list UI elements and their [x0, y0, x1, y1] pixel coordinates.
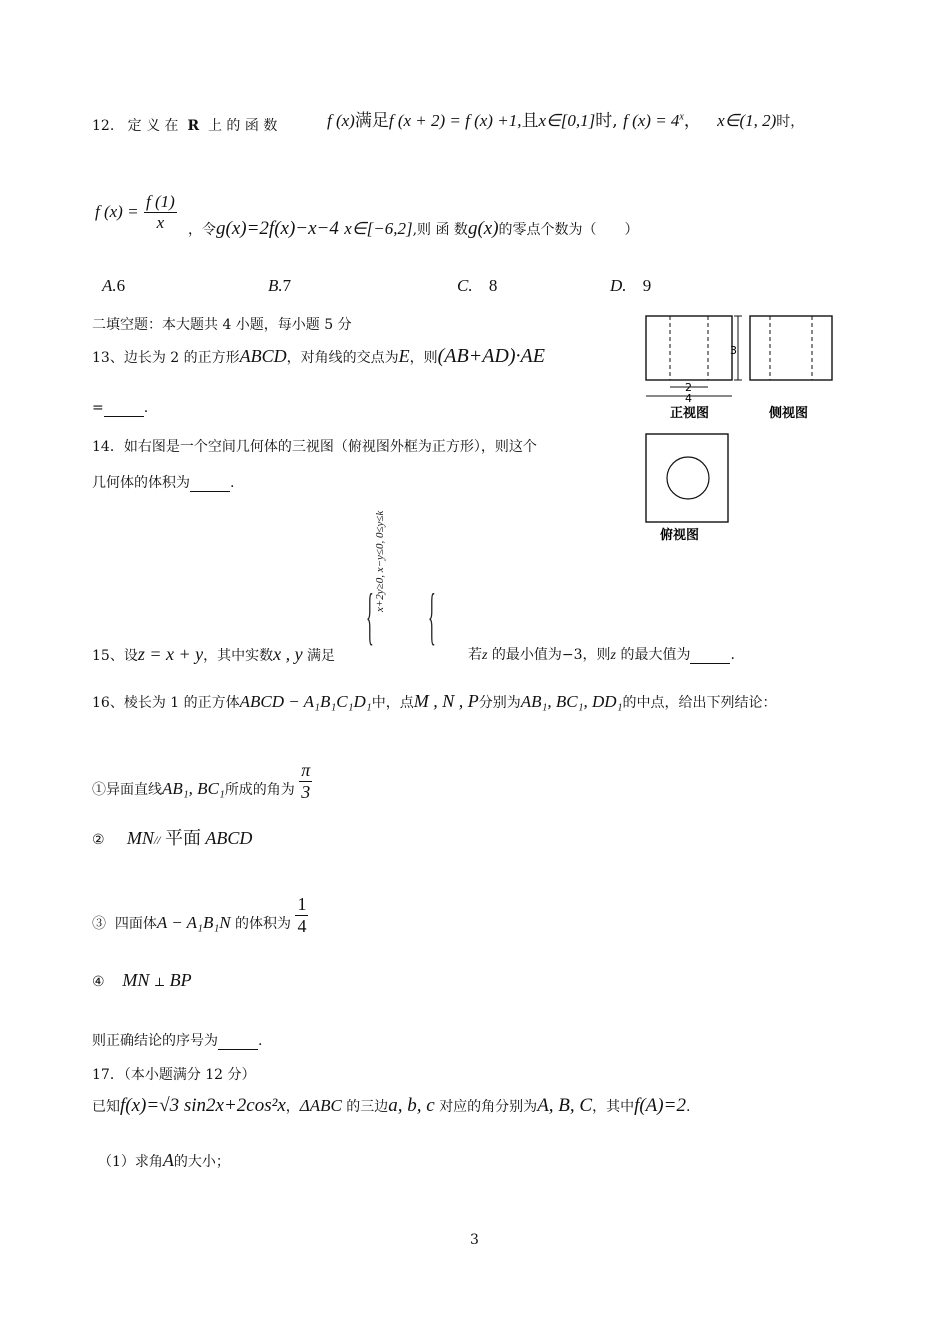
- q12-exp: x: [679, 111, 684, 123]
- c3-text1: 四面体: [114, 916, 157, 932]
- section2-heading: 二填空题：本大题共 4 小题，每小题 5 分: [92, 317, 352, 333]
- side-view-label: 侧视图: [769, 406, 809, 421]
- q13-text1: 13、边长为 2 的正方形: [92, 350, 240, 366]
- q16-text1: 16、棱长为 1 的正方体: [92, 695, 240, 711]
- q12-xin: x∈[0,1]: [538, 111, 596, 130]
- c1-den: 3: [301, 782, 311, 802]
- q16-segs: AB₁, BC₁, DD₁: [520, 692, 623, 711]
- option-label: A.: [102, 276, 117, 295]
- q16-mnp: M , N , P: [413, 691, 479, 711]
- q12-shi: 时,: [595, 111, 618, 131]
- q12-frac-den: x: [156, 213, 165, 232]
- q15-line: [92, 644, 335, 665]
- c2-circ: ②: [92, 832, 105, 848]
- q15-constraint-system: { x+2y≥0, x−y≤0, 0≤y≤k {: [366, 510, 436, 651]
- q16-text2: 中，点: [371, 695, 414, 711]
- q17-end: .: [685, 1099, 691, 1115]
- q12-option-b: [268, 276, 291, 296]
- q13-answer-blank[interactable]: [104, 400, 144, 417]
- q13-text2: ，对角线的交点为: [286, 350, 399, 366]
- q13-abcd: ABCD: [239, 346, 287, 366]
- q16-cube: ABCD − A₁B₁C₁D₁: [239, 692, 372, 711]
- q17-abc: a, b, c: [388, 1095, 435, 1116]
- q13-E: E: [398, 346, 410, 366]
- c3-den: 4: [297, 916, 307, 936]
- q15-line-b: 若z 的最小值为−3，则z 的最大值为 .: [468, 647, 735, 663]
- q16-conclusion-3: [92, 894, 308, 937]
- c4-expr1: MN: [122, 970, 150, 990]
- q12-option-c: [457, 276, 497, 296]
- q12-prefix: 定 义 在: [127, 118, 179, 134]
- q16-text4: 的中点，给出下列结论：: [622, 695, 777, 711]
- q17-fx: f(x)=√3 sin2x+2cos²x: [120, 1095, 286, 1116]
- c4-perp: ⊥: [153, 975, 166, 989]
- c4-expr2: BP: [169, 970, 192, 990]
- three-view-figure: [642, 310, 842, 550]
- c1-num: π: [301, 760, 311, 780]
- option-label: B.: [268, 276, 283, 295]
- top-view-circle: [667, 457, 709, 499]
- q17-fA: f(A)=2: [634, 1095, 686, 1116]
- q15-z2: z: [610, 648, 616, 663]
- page-number: 3: [470, 1232, 479, 1248]
- q16-answer-text: 则正确结论的序号为: [92, 1033, 218, 1049]
- c1-text2: 所成的角为: [224, 782, 295, 798]
- c3-circ: ③: [92, 916, 106, 932]
- q12-frac-num: f (1): [145, 192, 175, 211]
- q12-then: ,则 函 数: [412, 222, 468, 238]
- q16-answer-line: 则正确结论的序号为 .: [92, 1033, 263, 1049]
- q15-text4: 若: [468, 647, 482, 663]
- q17-text2: 对应的角分别为: [439, 1099, 538, 1115]
- q14-answer-blank[interactable]: [190, 475, 230, 492]
- q12-ling: ，令: [188, 222, 216, 238]
- option-label: C.: [457, 276, 473, 295]
- q15-text5: 的最小值为−3，则: [491, 647, 611, 663]
- q12-gx2: g(x): [467, 218, 499, 239]
- q16-conclusion-2: [92, 824, 252, 850]
- q16-text3: 分别为: [478, 695, 521, 711]
- option-label: D.: [610, 276, 627, 295]
- q13-expr: (AB+AD)·AE: [437, 345, 545, 367]
- side-view-rect: [750, 316, 832, 380]
- c1-text1: 异面直线: [106, 782, 162, 798]
- q17-part1-text: 的大小；: [173, 1154, 230, 1170]
- c4-circ: ④: [92, 974, 105, 990]
- q17-known: 已知: [92, 1099, 120, 1115]
- q13-line1: [92, 345, 545, 368]
- q16-conclusion-1: [92, 760, 312, 803]
- q14-line2: 几何体的体积为 .: [92, 475, 235, 491]
- q15-xy: x , y: [273, 644, 303, 664]
- c3-tet: A − A₁B₁N: [156, 913, 231, 932]
- q17-part1-A: A: [162, 1150, 174, 1170]
- q13-eq: =: [92, 400, 104, 416]
- q12-line2b: [188, 218, 639, 240]
- q17-ABC: A, B, C: [537, 1095, 593, 1116]
- q15-constraint-text: x+2y≥0, x−y≤0, 0≤y≤k: [374, 510, 386, 612]
- q12-formula: [327, 106, 804, 131]
- dim-2-label: 2: [685, 381, 692, 394]
- q15-text2: ，其中实数: [203, 648, 274, 664]
- q16-conclusion-4: [92, 970, 192, 991]
- q12-line2-fx: f (x) =: [95, 202, 139, 221]
- q12-xin2: x∈(1, 2): [717, 111, 777, 130]
- q16-answer-blank[interactable]: [218, 1033, 258, 1050]
- q17-part1: [98, 1150, 230, 1171]
- q12-xin3: x∈[−6,2]: [344, 219, 413, 238]
- c2-plane: ABCD: [205, 828, 253, 848]
- q15-z1: z: [482, 648, 488, 663]
- q14-line2-text: 几何体的体积为: [92, 475, 190, 491]
- c3-text2: 的体积为: [235, 916, 292, 932]
- q12-option-d: [610, 276, 651, 296]
- q12-number: 12.: [92, 118, 115, 134]
- c1-fraction: [299, 760, 312, 803]
- q17-header: 17．（本小题满分 12 分）: [92, 1067, 256, 1083]
- option-value: 8: [488, 276, 498, 295]
- q12-mid: 上 的 函 数: [207, 118, 278, 134]
- q15-z-eq: z = x + y: [137, 644, 204, 664]
- q12-comma: ，: [683, 111, 701, 131]
- q12-R: R: [187, 118, 200, 134]
- front-view-label: 正视图: [670, 406, 710, 421]
- q12-option-a: [102, 276, 125, 296]
- q15-text6: 的最大值为: [620, 647, 691, 663]
- dim-4-label: 4: [685, 392, 692, 405]
- c1-lines: AB₁, BC₁: [162, 779, 225, 798]
- c3-fraction: [295, 894, 308, 937]
- q12-cond1: 满足: [354, 111, 389, 131]
- q17-text3: ，其中: [592, 1099, 635, 1115]
- q12-line1: [92, 115, 286, 135]
- q12-eq1: f (x + 2) = f (x) +1,: [388, 111, 522, 130]
- q12-cond2: 且: [521, 111, 539, 131]
- q12-eq2: f (x) = 4: [623, 111, 680, 130]
- q16-line: [92, 691, 776, 712]
- front-view-rect: [646, 316, 732, 380]
- c2-expr: MN: [126, 828, 154, 848]
- c2-par: //: [153, 833, 161, 847]
- q17-part1-label: （1）求角: [98, 1154, 163, 1170]
- c1-circ: ①: [92, 782, 106, 798]
- c3-num: 1: [297, 894, 307, 914]
- q12-fraction: [144, 192, 177, 233]
- option-value: 9: [642, 276, 652, 295]
- q17-comma: ，: [285, 1099, 300, 1115]
- q12-line2: [95, 192, 177, 233]
- q17-line: [92, 1095, 690, 1117]
- q14-line1: 14．如右图是一个空间几何体的三视图（俯视图外框为正方形），则这个: [92, 439, 537, 455]
- top-view-label: 俯视图: [660, 528, 700, 543]
- q15-answer-blank[interactable]: [690, 647, 730, 664]
- q13-blank-line: = .: [92, 400, 149, 416]
- option-value: 7: [282, 276, 292, 295]
- q15-text1: 15、设: [92, 648, 138, 664]
- q12-gx: g(x)=2f(x)−x−4: [216, 218, 339, 239]
- q12-shi2: 时，: [776, 114, 805, 130]
- q12-ask: 的零点个数为（ ）: [498, 222, 639, 238]
- top-view-square: [646, 434, 728, 522]
- dim-3-label: 3: [730, 344, 737, 357]
- c2-text: 平面: [164, 828, 201, 849]
- q13-text3: ，则: [409, 350, 438, 366]
- q15-text3: 满足: [307, 648, 336, 664]
- q17-text1: 的三边: [346, 1099, 389, 1115]
- option-value: 6: [116, 276, 126, 295]
- q17-tri: ΔABC: [299, 1096, 342, 1115]
- q12-fx: f (x): [327, 111, 355, 130]
